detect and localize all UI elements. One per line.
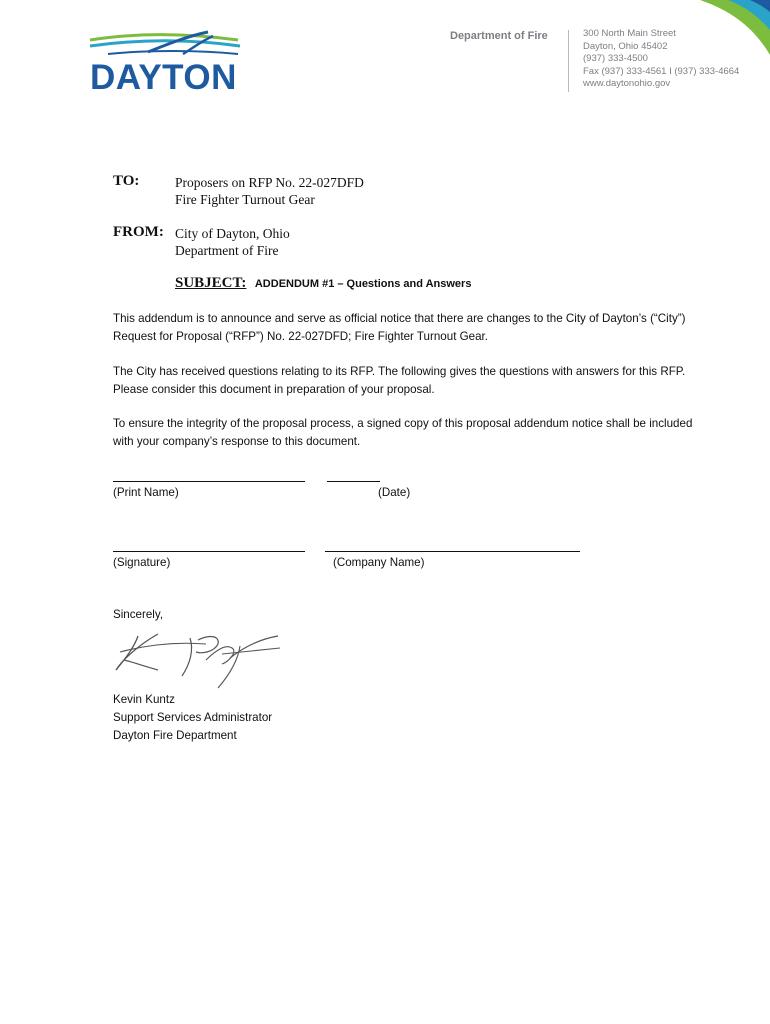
- address-website[interactable]: www.daytonohio.gov: [583, 78, 671, 89]
- date-line[interactable]: [327, 481, 380, 482]
- body-paragraph: This addendum is to announce and serve as official notice that there are changes to the City of Dayton’s (“City”) Request for Proposal (“RFP”) No. 22-027DFD; Fire Fighter Turnout Gear.: [113, 312, 686, 343]
- print-name-line[interactable]: [113, 481, 305, 482]
- to-block: [175, 174, 364, 208]
- body-paragraph: The City has received questions relating to its RFP. The following gives the questions with answers for this RFP. Please consider this document in preparation of your proposal.: [113, 365, 686, 396]
- signer-name: Kevin Kuntz: [113, 693, 175, 706]
- from-block: [175, 225, 290, 259]
- from-line: Department of Fire: [175, 243, 279, 258]
- address-street: 300 North Main Street: [583, 28, 676, 39]
- signer-organization: Dayton Fire Department: [113, 729, 237, 742]
- date-label: (Date): [378, 486, 411, 499]
- signer-title: Support Services Administrator: [113, 711, 273, 724]
- subject-text: ADDENDUM #1 – Questions and Answers: [254, 278, 472, 290]
- handwritten-signature: [110, 630, 285, 690]
- address-city: Dayton, Ohio 45402: [583, 40, 668, 52]
- to-line: Proposers on RFP No. 22-027DFD: [175, 175, 364, 190]
- from-line: City of Dayton, Ohio: [175, 226, 290, 241]
- subject-row: [175, 274, 471, 292]
- signature-line[interactable]: [113, 551, 305, 552]
- company-name-label: (Company Name): [333, 556, 425, 569]
- address-phone: (937) 333-4500: [583, 53, 648, 64]
- letterhead-divider: [568, 30, 569, 92]
- department-name: Department of Fire: [450, 30, 548, 42]
- address-fax: Fax (937) 333-4561 I (937) 333-4664: [583, 65, 740, 77]
- body-paragraph: To ensure the integrity of the proposal process, a signed copy of this proposal addendum notice shall be included with your company’s response to this document.: [113, 417, 693, 448]
- company-name-line[interactable]: [325, 551, 580, 552]
- logo-wordmark: DAYTON: [90, 58, 237, 97]
- to-line: Fire Fighter Turnout Gear: [175, 192, 315, 207]
- salutation: Sincerely,: [113, 608, 164, 621]
- signature-label: (Signature): [113, 556, 171, 569]
- subject-label: SUBJECT:: [175, 275, 247, 291]
- print-name-label: (Print Name): [113, 486, 179, 499]
- from-label: FROM:: [113, 224, 164, 240]
- to-label: TO:: [113, 173, 140, 189]
- letterhead-address: [583, 28, 739, 91]
